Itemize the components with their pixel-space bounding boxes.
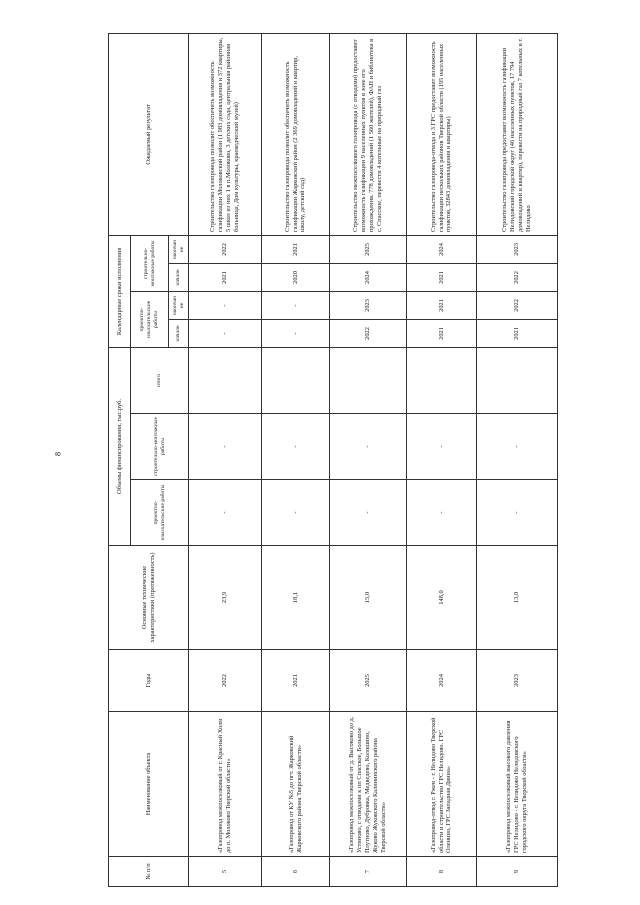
row-name: «Газопровод межпоселковый от д. Высоково до д. Устиново, с отводами к пп Спасское, Большое Плутново, Дубровка, Медведево, Колошино, Жуково Жуковского Калининского района Тверской области» <box>330 712 407 857</box>
row-fin-total <box>477 347 558 413</box>
header-design-start: начало <box>169 319 189 347</box>
row-num: 5 <box>189 857 262 887</box>
header-financing: Объемы финансирования, тыс.руб. <box>109 347 131 545</box>
page-number: 8 <box>53 452 63 456</box>
row-result: Строительство газопровода предоставит возможность газификации Нелидовский городской округ (46 населенных пунктов, 17 794 домовладений и квартир), перевести на природный газ 7 котельных в г. Нелидово <box>477 33 558 235</box>
header-name: Наименование объекта <box>109 712 189 857</box>
row-fin-construction: - <box>330 414 407 480</box>
row-design-start: - <box>262 319 330 347</box>
header-sched-design: проектно-изыскательские работы <box>131 291 169 347</box>
table-row <box>407 33 477 886</box>
row-num: 8 <box>407 857 477 887</box>
row-year: 2022 <box>189 650 262 712</box>
row-fin-design: - <box>262 480 330 546</box>
row-num: 7 <box>330 857 407 887</box>
row-result: Строительство газопровода-отвода и 3 ГРС предоставит возможность газификации нескольких районов Тверской области (195 населенных пунктов, 32843 домовладения и квартиры) <box>407 33 477 235</box>
row-design-start: - <box>189 319 262 347</box>
row-design-start: 2022 <box>330 319 407 347</box>
row-fin-construction: - <box>189 414 262 480</box>
header-years: Годы <box>109 650 189 712</box>
row-fin-construction: - <box>407 414 477 480</box>
row-fin-total <box>330 347 407 413</box>
row-year: 2023 <box>477 650 558 712</box>
row-length: 15,0 <box>330 546 407 650</box>
table-row <box>262 33 330 886</box>
row-num: 9 <box>477 857 558 887</box>
row-fin-construction: - <box>477 414 558 480</box>
header-num: № п/п <box>109 857 189 887</box>
row-fin-total <box>189 347 262 413</box>
projects-table <box>108 33 558 887</box>
header-sched-construction: строительно-монтажные работы <box>131 235 169 291</box>
row-fin-design: - <box>407 480 477 546</box>
row-name: «Газопровод от КУ №5 до пгт. Жарковский Жарковского района Тверской области» <box>262 712 330 857</box>
row-length: 23,9 <box>189 546 262 650</box>
row-fin-design: - <box>189 480 262 546</box>
row-length: 148,0 <box>407 546 477 650</box>
table-row <box>330 33 407 886</box>
header-result: Ожидаемый результат <box>109 33 189 235</box>
row-constr-start: 2024 <box>330 263 407 291</box>
header-fin-construction: строительно-монтажные работы <box>131 414 189 480</box>
row-fin-total <box>262 347 330 413</box>
row-fin-design: - <box>330 480 407 546</box>
rotated-table-container <box>108 34 557 887</box>
header-design-end: окончание <box>169 291 189 319</box>
row-design-end: 2022 <box>477 291 558 319</box>
row-year: 2021 <box>262 650 330 712</box>
row-constr-end: 2023 <box>477 235 558 263</box>
table-row <box>477 33 558 886</box>
row-fin-construction: - <box>262 414 330 480</box>
row-result: Строительство газопровода позволит обеспечить возможность газификации Молоковский район (1 983 домовладения и 372 квартиры, 5 школ из них 1 в п.Молоково, 3 детских сада, центральная районная больница, Дом культуры, краеведческий музей) <box>189 33 262 235</box>
row-year: 2025 <box>330 650 407 712</box>
row-constr-end: 2022 <box>189 235 262 263</box>
row-result: Строительство газопровода позволит обеспечить возможность газификации Жарковский район (2 369 домовладений и квартир, школу, детский сад) <box>262 33 330 235</box>
row-constr-start: 2021 <box>407 263 477 291</box>
row-constr-start: 2021 <box>189 263 262 291</box>
header-constr-start: начало <box>169 263 189 291</box>
row-year: 2024 <box>407 650 477 712</box>
row-length: 13,0 <box>477 546 558 650</box>
row-design-start: 2021 <box>407 319 477 347</box>
header-fin-total: итого <box>131 347 189 413</box>
row-num: 6 <box>262 857 330 887</box>
row-constr-start: 2022 <box>477 263 558 291</box>
row-constr-end: 2025 <box>330 235 407 263</box>
row-design-end: 2021 <box>407 291 477 319</box>
row-name: «Газопровод межпоселковый от г. Красный Холм до п. Молоково Тверской области» <box>189 712 262 857</box>
row-result: Строительство межпоселкового газопровода (с отводами) предоставит возможность газификации 9 населенных пунктов в зоне его прохождения. 778 домовладений (1 560 жителей), ФАП и библиотека в с. Спасское, перевести 4 котельные на природный газ <box>330 33 407 235</box>
row-constr-start: 2020 <box>262 263 330 291</box>
row-design-end: - <box>189 291 262 319</box>
header-fin-design: проектно-изыскательские работы <box>131 480 189 546</box>
row-design-start: 2021 <box>477 319 558 347</box>
row-length: 18,1 <box>262 546 330 650</box>
header-constr-end: окончание <box>169 235 189 263</box>
header-characteristics: Основные технические характеристики (протяженность) <box>109 546 189 650</box>
table-row <box>189 33 262 886</box>
row-design-end: 2023 <box>330 291 407 319</box>
row-constr-end: 2024 <box>407 235 477 263</box>
row-constr-end: 2021 <box>262 235 330 263</box>
row-fin-design: - <box>477 480 558 546</box>
row-name: «Газопровод-отвод г. Ржев - г. Нелидово Тверской области и строительство ГРС Нелидово. ГРС Оленино, ГРС Западная Двина» <box>407 712 477 857</box>
header-schedule: Календарные сроки исполнения <box>109 235 131 347</box>
row-name: «Газопровод межпоселковый высокого давления ГРС Нелидово - г. Нелидово Нелидовского городского округа Тверской области» <box>477 712 558 857</box>
row-fin-total <box>407 347 477 413</box>
row-design-end: - <box>262 291 330 319</box>
